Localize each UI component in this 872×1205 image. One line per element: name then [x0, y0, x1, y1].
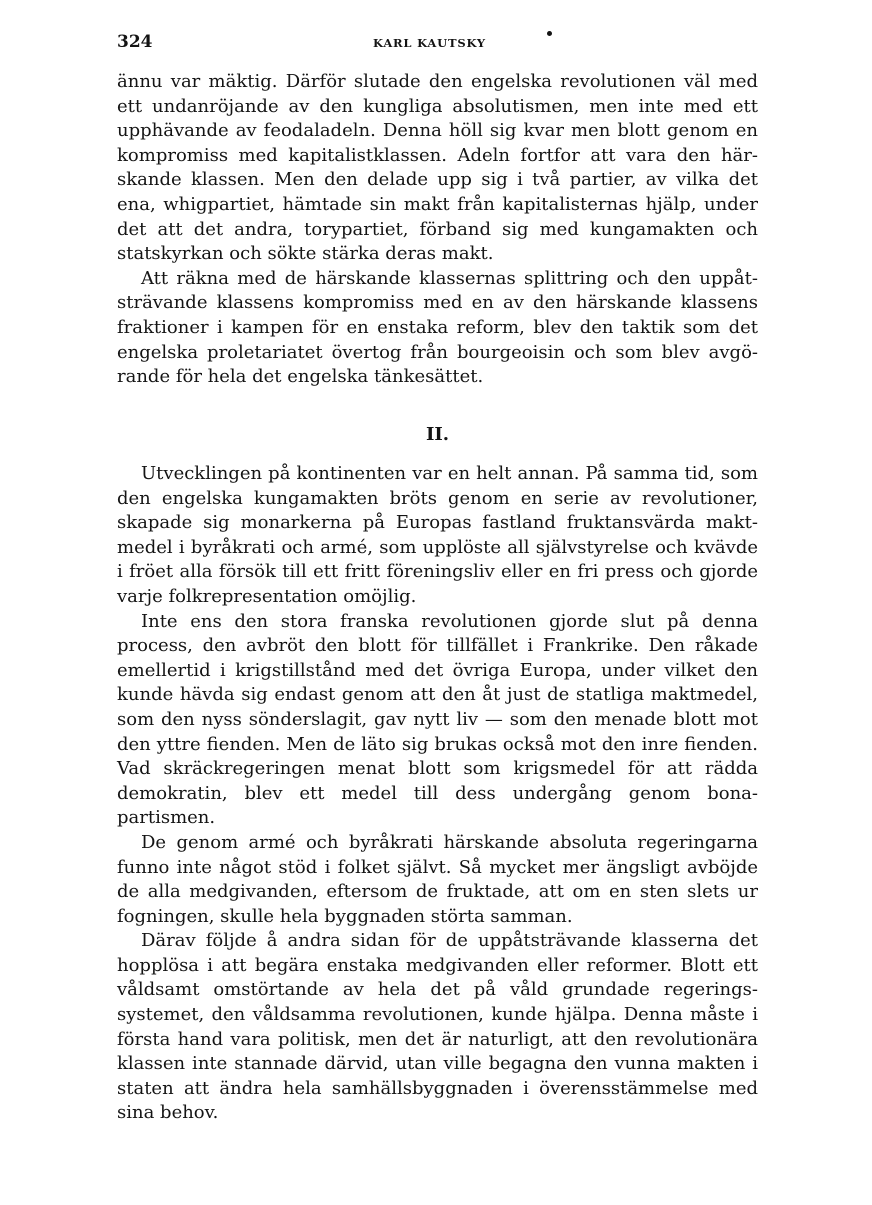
text-block-after-heading	[117, 462, 758, 1126]
page-number: 324	[117, 32, 153, 52]
paragraph: ännu var mäktig. Därför slutade den engelska revolutionen väl med ett undanröjande av den kungliga absolutismen, men inte med ett upphävande av feodaladeln. Denna höll sig kvar men blott genom en kompromiss med kapitalistklassen. Adeln fortfor att vara den härskande klassen. Men den delade upp sig i två partier, av vilka det ena, whigpartiet, hämtade sin makt från kapitalisternas hjälp, under det att det andra, torypartiet, förband sig med kungamakten och statskyrkan och sökte stärka deras makt.	[117, 71, 758, 265]
paragraph: De genom armé och byråkrati härskande absoluta regeringarna funno inte något stöd i folket självt. Så mycket mer ängsligt avböjde de alla medgivanden, eftersom de fruktade, att om en sten slets ur fogningen, skulle hela byggnaden störta samman.	[117, 831, 758, 927]
paragraph: Utvecklingen på kontinenten var en helt annan. På samma tid, som den engelska kungamakten bröts genom en serie av revolutioner, skapade sig monarkerna på Europas fastland fruktansvärda maktmedel i byråkrati och armé, som upplöste all självstyrelse och kvävde i fröet alla försök till ett fritt föreningsliv eller en fri press och gjorde varje folkrepresentation omöjlig.	[117, 463, 758, 607]
section-heading: II.	[425, 424, 450, 445]
paragraph: Därav följde å andra sidan för de uppåtsträvande klasserna det hopplösa i att begära enstaka medgivanden eller reformer. Blott ett våldsamt omstörtande av hela det på våld grundade regeringssystemet, den våldsamma revolutionen, kunde hjälpa. Denna måste i första hand vara politisk, men det är naturligt, att den revolutionära klassen inte stannade därvid, utan ville begagna den vunna makten i staten att ändra hela samhällsbyggnaden i överensstämmelse med sina behov.	[117, 930, 758, 1124]
running-head: KARL KAUTSKY	[373, 36, 486, 50]
header-dot	[547, 31, 552, 36]
paragraph: Att räkna med de härskande klassernas splittring och den uppåtsträvande klassens kompromiss med en av den härskande klassens fraktioner i kampen för en enstaka reform, blev den taktik som det engelska proletariatet övertog från bourgeoisin och som blev avgörande för hela det engelska tänkesättet.	[117, 267, 758, 388]
paragraph: Inte ens den stora franska revolutionen gjorde slut på denna process, den avbröt den blott för tillfället i Frankrike. Den råkade emellertid i krigstillstånd med det övriga Europa, under vilket den kunde hävda sig endast genom att den åt just de statliga maktmedel, som den nyss sönderslagit, gav nytt liv — som den menade blott mot den yttre fienden. Men de läto sig brukas också mot den inre fienden. Vad skräckregeringen menat blott som krigsmedel för att rädda demokratin, blev ett medel till dess undergång genom bonapartismen.	[117, 610, 758, 829]
text-block-before-heading	[117, 70, 758, 390]
